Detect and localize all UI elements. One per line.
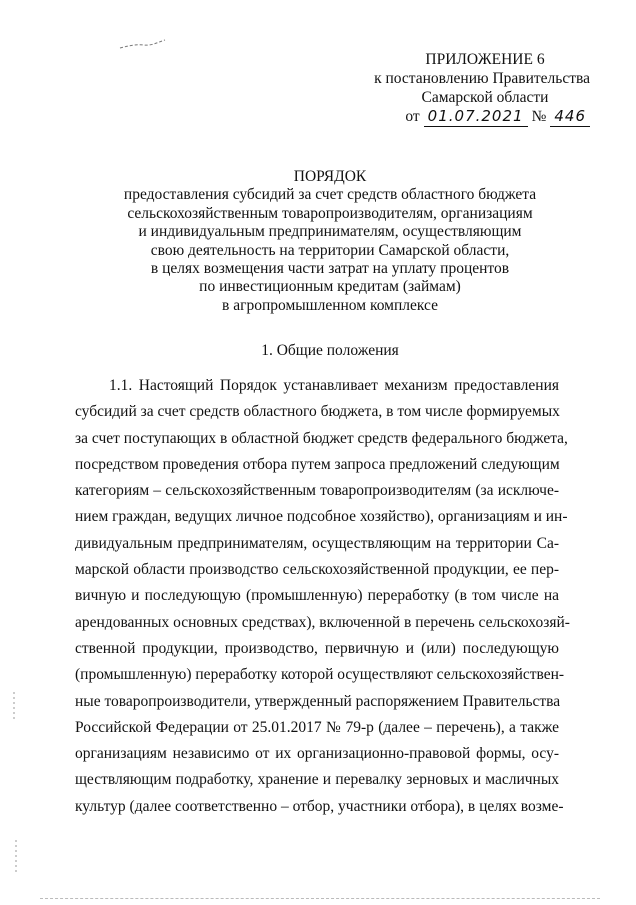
appendix-region-line: Самарской области [421,89,549,106]
paragraph-line: 1.1. Настоящий Порядок устанавливает механизм предоставления [109,377,559,394]
resolution-date: 01.07.2021 [424,107,528,127]
margin-marks [6,690,26,890]
paragraph-line: посредством проведения отбора путем запроса предложений следующим [75,455,560,473]
heading-title: ПОРЯДОК [293,168,367,185]
heading-line: предоставления субсидий за счет средств областного бюджета [123,186,537,204]
paragraph-line: ществляющим подработку, хранение и перевалку зерновых и масличных [75,771,559,789]
heading-line: в целях возмещения части затрат на уплату процентов [150,260,510,278]
paragraph-line: дивидуальным предпринимателям, осуществляющим на территории Са- [75,534,559,552]
appendix-title: ПРИЛОЖЕНИЕ 6 [425,51,545,68]
resolution-number: 446 [550,107,590,127]
scan-edge [40,898,600,900]
number-label: № [531,108,547,125]
document-heading [60,168,600,315]
paragraph-line: Российской Федерации от 25.01.2017 № 79-р (далее – перечень), а также [75,718,559,736]
paragraph-line: ственной продукции, производство, первичную и (или) последующую [75,639,559,657]
paragraph-line: вичную и последующую (промышленную) переработку (в том числе на [75,587,559,605]
appendix-block [340,50,590,127]
from-label: от [405,108,420,125]
heading-line: в агропромышленном комплексе [222,296,438,314]
body-paragraph [75,373,570,820]
paragraph-line: культур (далее соответственно – отбор, участники отбора), в целях возме- [75,797,564,815]
paragraph-line: организациям независимо от их организационно-правовой формы, осу- [75,745,559,763]
heading-line: по инвестиционным кредитам (займам) [199,278,461,296]
paragraph-line: ные товаропроизводители, утвержденный распоряжением Правительства [75,692,561,710]
paragraph-line: за счет поступающих в областной бюджет средств федерального бюджета, [75,429,568,447]
paragraph-line: марской области производство сельскохозяйственной продукции, ее пер- [75,561,559,579]
appendix-date-number [340,107,590,127]
paragraph-line: нием граждан, ведущих личное подсобное хозяйство), организациям и ин- [75,508,568,526]
heading-line: и индивидуальным предпринимателям, осуществляющим [138,223,522,241]
paragraph-line: (промышленную) переработку которой осуществляют сельскохозяйствен- [75,666,565,684]
pen-mark [118,38,168,52]
appendix-resolution-line: к постановлению Правительства [374,70,590,87]
heading-line: свою деятельность на территории Самарской области, [150,241,510,259]
heading-line: сельскохозяйственным товаропроизводителям, организациям [127,204,533,222]
section-title: 1. Общие положения [261,342,399,359]
paragraph-line: категориям – сельскохозяйственным товаропроизводителям (за исключе- [75,482,559,500]
paragraph-line: субсидий за счет средств областного бюджета, в том числе формируемых [75,403,560,421]
paragraph-line: арендованных основных средствах), включенной в перечень сельскохозяй- [75,613,570,631]
